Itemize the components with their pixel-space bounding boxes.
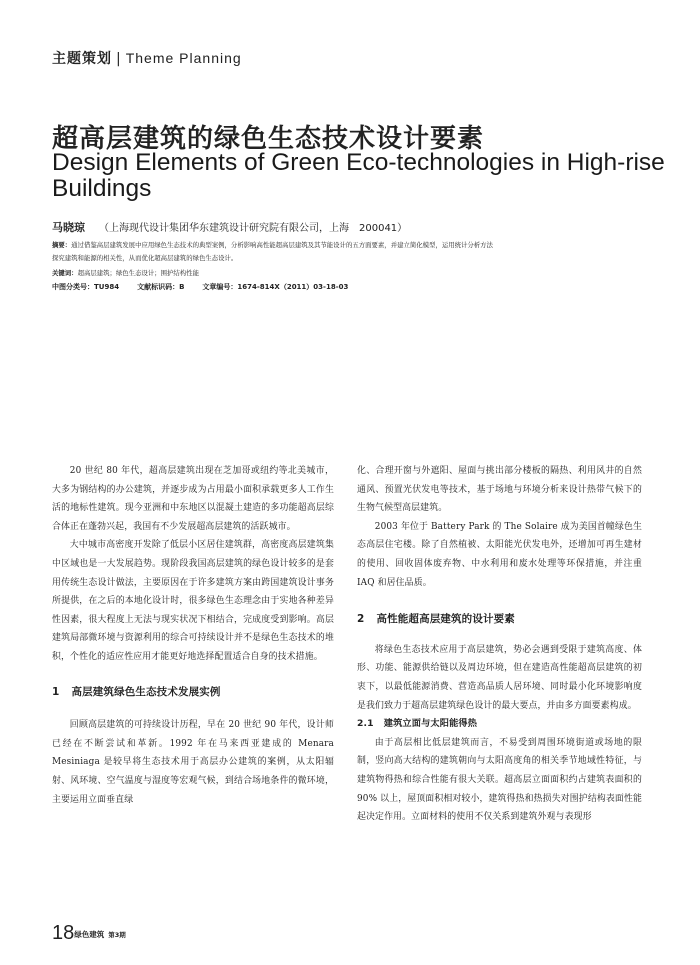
abstract-line-2 [52, 253, 237, 262]
document-code [137, 283, 184, 291]
section-number: 1 [52, 685, 60, 698]
paragraph: 由于高层相比低层建筑而言，不易受到周围环境街道或场地的限制，竖向高大结构的建筑朝向与太阳高度角的相关季节地域性特征，与建筑物得热和综合性能有很大关联。超高层立面面积约占建筑表面积的 90% 以上，屋顶面积相对较小，建筑得热和热损失对围护结构表面性能起决定作用。立面材料的使用不仅关系到建筑外观与表现形 [357, 737, 642, 823]
author-affiliation: （上海现代设计集团华东建筑设计研究院有限公司，上海 200041） [99, 223, 408, 234]
abstract-label: 摘要： [52, 241, 72, 249]
keywords-label: 关键词： [52, 269, 78, 277]
author-line [52, 219, 407, 235]
paragraph: 回顾高层建筑的可持续设计历程，早在 20 世纪 90 年代，设计师已经在不断尝试和革新。1992 年在马来西亚建成的 Menara Mesiniaga 是较早将生态技术用于高层办公建筑的案例，从太阳辐射、风环境、空气温度与湿度等宏观气候，到结合场地条件的微环境，主要运用立面垂直绿 [52, 720, 334, 805]
clc-label: 中图分类号： [52, 283, 94, 291]
paragraph: 2003 年位于 Battery Park 的 The Solaire 成为美国首幢绿色生态高层住宅楼。除了自然植被、太阳能光伏发电外，还增加可再生建材的使用、回收固体废弃物、中水利用和废水处理等环保措施，并注重 IAQ 和居住品质。 [357, 521, 642, 588]
abstract-text-1: 通过借鉴高层建筑发展中应用绿色生态技术的典型案例，分析影响高性能超高层建筑及其节能设计的五方面要素，并建立简化模型，运用统计分析方法 [71, 241, 493, 249]
body-column-left [52, 462, 334, 809]
paragraph: 20 世纪 80 年代，超高层建筑出现在芝加哥或纽约等北美城市，大多为钢结构的办公建筑，并逐步成为占用最小面积承载更多人工作生活的地标性建筑。现今亚洲和中东地区以混凝土建造的多功能超高层综合体正在蓬勃兴起，我国有不少发展超高层建筑的活跃城市。 [52, 466, 334, 532]
section-heading-2 [357, 610, 642, 629]
subsection-number: 2.1 [357, 718, 374, 730]
keywords-line [52, 268, 199, 277]
title-chinese: 超高层建筑的绿色生态技术设计要素 [52, 124, 485, 154]
header-column-en: Theme Planning [125, 50, 242, 66]
doc-value: B [179, 283, 185, 291]
author-name: 马晓琼 [52, 221, 85, 234]
subsection-title: 建筑立面与太阳能得热 [383, 718, 478, 730]
clc-number [52, 283, 119, 291]
header-separator: | [116, 51, 122, 67]
subsection-heading-2-1 [357, 715, 642, 734]
section-header [52, 48, 242, 68]
page-footer [52, 922, 126, 945]
abstract-line-1 [52, 240, 493, 249]
art-value: 1674-814X（2011）03-18-03 [237, 283, 349, 291]
paragraph: 将绿色生态技术应用于高层建筑，势必会遇到受限于建筑高度、体形、功能、能源供给链以及周边环境，但在建造高性能超高层建筑的初衷下，以最低能源消费、营造高品质人居环境、同时最小化环境影响度是我们致力于超高层建筑绿色设计的最大要点，并由多方面要素构成。 [357, 644, 642, 711]
section-heading-1 [52, 683, 334, 702]
paragraph-continued: 化、合理开窗与外遮阳、屋面与挑出部分楼板的隔热、利用风井的自然通风、预置光伏发电等技术，基于场地与环境分析来设计热带气候下的生物气候型高层建筑。 [357, 466, 642, 514]
body-column-right [357, 462, 642, 827]
section-title: 高层建筑绿色生态技术发展实例 [71, 685, 221, 698]
section-number: 2 [357, 613, 365, 626]
doc-label: 文献标识码： [137, 283, 180, 291]
title-english: Design Elements of Green Eco-technologies in High-rise Buildings [52, 149, 665, 202]
page-number: 18 [52, 922, 75, 944]
journal-name: 绿色建筑 [74, 930, 105, 939]
section-title: 高性能超高层建筑的设计要素 [376, 613, 515, 626]
clc-value: TU984 [94, 283, 120, 291]
issue-number: 第3期 [108, 931, 126, 939]
header-column-cn: 主题策划 [52, 51, 112, 67]
art-label: 文章编号： [202, 283, 238, 291]
article-number [202, 283, 348, 291]
classification-line [52, 282, 366, 292]
abstract-text-2: 探究建筑和能源的相关性，从而优化超高层建筑的绿色生态设计。 [52, 254, 238, 262]
keywords-text: 超高层建筑；绿色生态设计；围护结构性能 [77, 269, 199, 277]
paragraph: 大中城市高密度开发除了低层小区居住建筑群，高密度高层建筑集中区域也是一大发展趋势。现阶段我国高层建筑的绿色设计较多的是套用传统生态设计做法，主要原因在于许多建筑方案由跨国建筑设计事务所提供，在之后的本地化设计时，很多绿色生态理念由于实地各种差异性因素，很大程度上无法与现实状况下相结合，完成度受到影响。高层建筑局部微环境与资源利用的综合可持续设计并不是绿色生态技术的堆积，个性化的适应性应用才能更好地选择配置适合自身的技术措施。 [52, 540, 334, 662]
